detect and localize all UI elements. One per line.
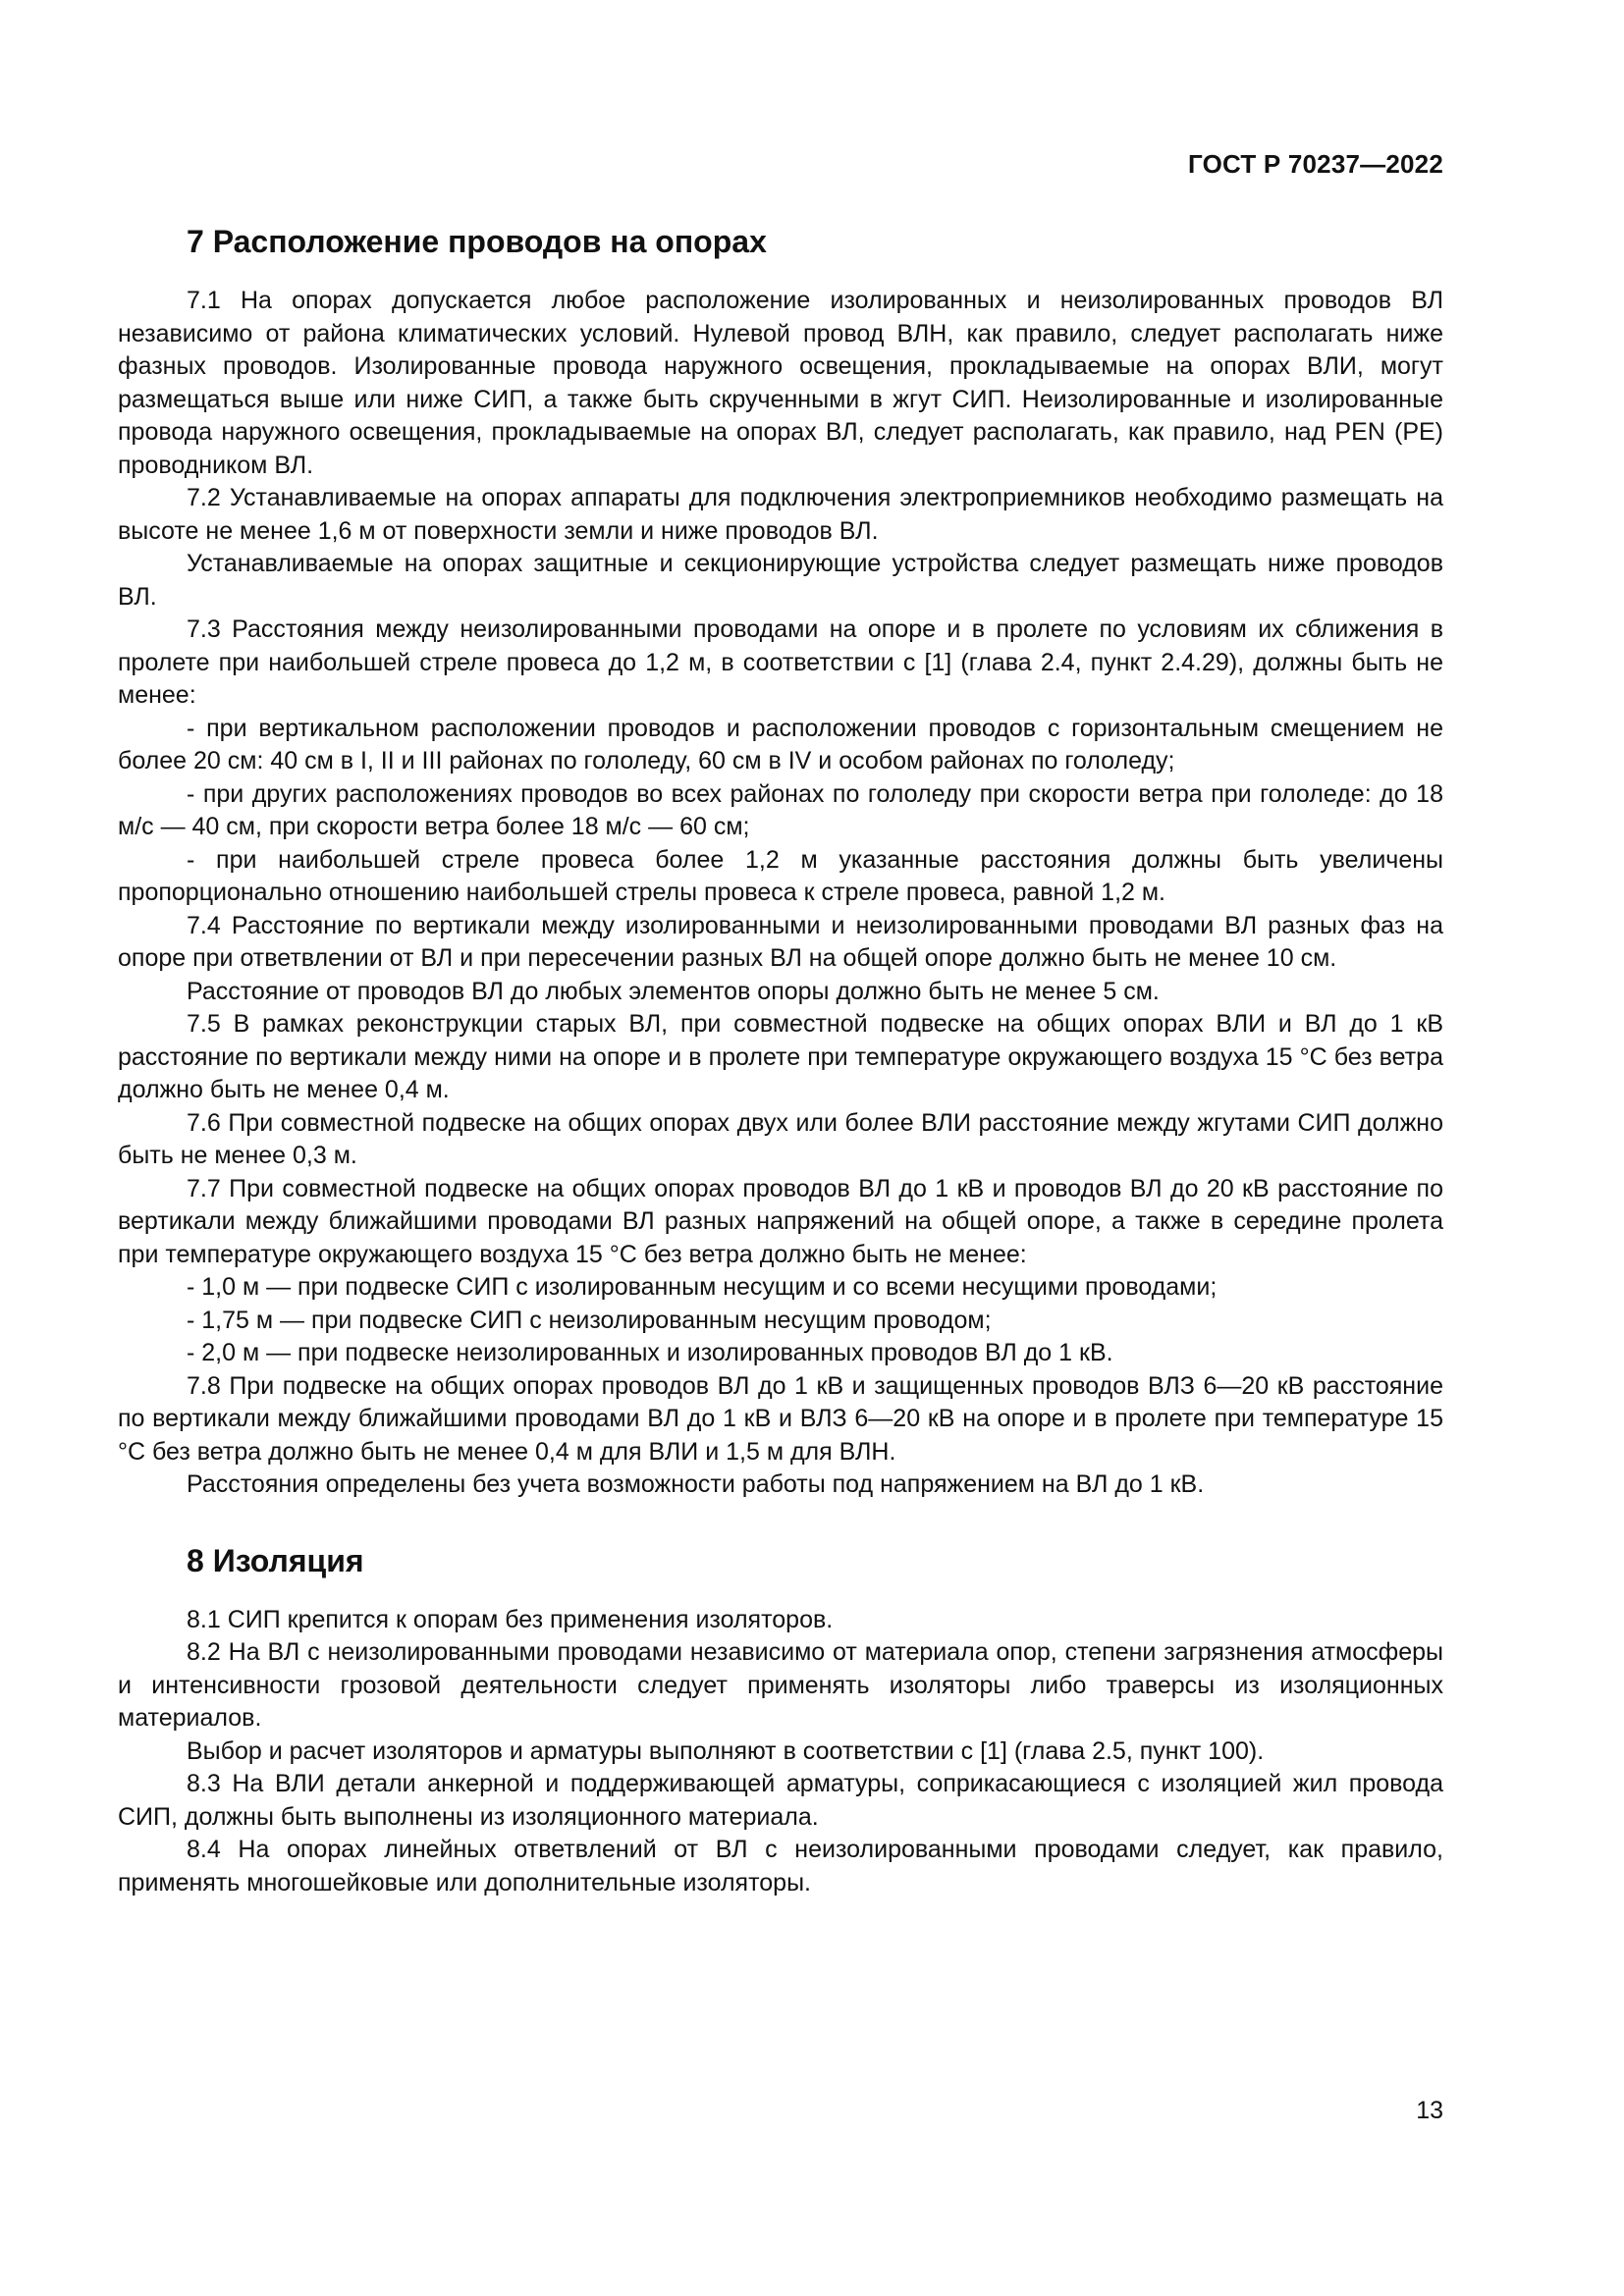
list-item-7-3-vertical: - при вертикальном расположении проводов и расположении проводов с горизонтальным смещением не более 20 см: 40 см в I, II и III районах по гололеду, 60 см в IV и особом районах по гололеду;: [118, 714, 1443, 774]
paragraph-7-1: 7.1 На опорах допускается любое расположение изолированных и неизолированных проводов ВЛ независимо от района климатических условий. Нулевой провод ВЛН, как правило, следует располагать ниже фазных проводов. Изолированные провода наружного освещения, прокладываемые на опорах ВЛИ, могут размещаться выше или ниже СИП, а также быть скрученными в жгут СИП. Неизолированные и изолированные провода наружного освещения, прокладываемые на опорах ВЛ, следует располагать, как правило, над PEN (PE) проводником ВЛ.: [118, 287, 1443, 479]
paragraph-7-4-elements: Расстояние от проводов ВЛ до любых элементов опоры должно быть не менее 5 см.: [187, 977, 1160, 1005]
page-number: 13: [1416, 2097, 1443, 2124]
list-item-7-7-1: - 1,0 м — при подвеске СИП с изолированным несущим и со всеми несущими проводами;: [187, 1273, 1218, 1301]
paragraph-7-3: 7.3 Расстояния между неизолированными проводами на опоре и в пролете по условиям их сближения в пролете при наибольшей стреле провеса до 1,2 м, в соответствии с [1] (глава 2.4, пункт 2.4.29), должны быть не менее:: [118, 615, 1443, 709]
document-header-id: ГОСТ Р 70237—2022: [1188, 149, 1443, 179]
section-8-title: 8 Изоляция: [187, 1542, 364, 1578]
paragraph-7-6: 7.6 При совместной подвеске на общих опорах двух или более ВЛИ расстояние между жгутами СИП должно быть не менее 0,3 м.: [118, 1108, 1443, 1169]
paragraph-7-5: 7.5 В рамках реконструкции старых ВЛ, при совместной подвеске на общих опорах ВЛИ и ВЛ до 1 кВ расстояние по вертикали между ними на опоре и в пролете при температуре окружающего воздуха 15 °С без ветра должно быть не менее 0,4 м.: [118, 1010, 1443, 1103]
paragraph-8-4: 8.4 На опорах линейных ответвлений от ВЛ с неизолированными проводами следует, как правило, применять многошейковые или дополнительные изоляторы.: [118, 1836, 1443, 1896]
list-item-7-7-2: - 1,75 м — при подвеске СИП с неизолированным несущим проводом;: [187, 1306, 992, 1334]
paragraph-7-2-devices: Устанавливаемые на опорах защитные и секционирующие устройства следует размещать ниже проводов ВЛ.: [118, 550, 1443, 611]
list-item-7-3-sag: - при наибольшей стреле провеса более 1,2 м указанные расстояния должны быть увеличены пропорционально отношению наибольшей стрелы провеса к стреле провеса, равной 1,2 м.: [118, 845, 1443, 906]
paragraph-8-3: 8.3 На ВЛИ детали анкерной и поддерживающей арматуры, соприкасающиеся с изоляцией жил провода СИП, должны быть выполнены из изоляционного материала.: [118, 1770, 1443, 1831]
paragraph-7-8-note: Расстояния определены без учета возможности работы под напряжением на ВЛ до 1 кВ.: [187, 1470, 1205, 1498]
page-content: [118, 220, 1443, 1899]
paragraph-7-8: 7.8 При подвеске на общих опорах проводов ВЛ до 1 кВ и защищенных проводов ВЛЗ 6—20 кВ расстояние по вертикали между ближайшими проводами ВЛ до 1 кВ и ВЛЗ 6—20 кВ на опоре и в пролете при температуре 15 °С без ветра должно быть не менее 0,4 м для ВЛИ и 1,5 м для ВЛН.: [118, 1371, 1443, 1466]
paragraph-7-4: 7.4 Расстояние по вертикали между изолированными и неизолированными проводами ВЛ разных фаз на опоре при ответвлении от ВЛ и при пересечении разных ВЛ на общей опоре должно быть не менее 10 см.: [118, 911, 1443, 972]
section-7-title: 7 Расположение проводов на опорах: [187, 224, 767, 259]
paragraph-7-2: 7.2 Устанавливаемые на опорах аппараты для подключения электроприемников необходимо размещать на высоте не менее 1,6 м от поверхности земли и ниже проводов ВЛ.: [118, 484, 1443, 545]
list-item-7-7-3: - 2,0 м — при подвеске неизолированных и изолированных проводов ВЛ до 1 кВ.: [187, 1339, 1113, 1366]
list-item-7-3-other: - при других расположениях проводов во всех районах по гололеду при скорости ветра при гололеде: до 18 м/с — 40 см, при скорости ветра более 18 м/с — 60 см;: [118, 779, 1443, 840]
paragraph-7-7: 7.7 При совместной подвеске на общих опорах проводов ВЛ до 1 кВ и проводов ВЛ до 20 кВ расстояние по вертикали между ближайшими проводами ВЛ разных напряжений на общей опоре, а также в середине пролета при температуре окружающего воздуха 15 °С без ветра должно быть не менее:: [118, 1174, 1443, 1268]
paragraph-8-2-selection: Выбор и расчет изоляторов и арматуры выполняют в соответствии с [1] (глава 2.5, пункт 100).: [187, 1736, 1265, 1765]
paragraph-8-1: 8.1 СИП крепится к опорам без применения изоляторов.: [187, 1605, 834, 1633]
paragraph-8-2: 8.2 На ВЛ с неизолированными проводами независимо от материала опор, степени загрязнения атмосферы и интенсивности грозовой деятельности следует применять изоляторы либо траверсы из изоляционных материалов.: [118, 1638, 1443, 1732]
